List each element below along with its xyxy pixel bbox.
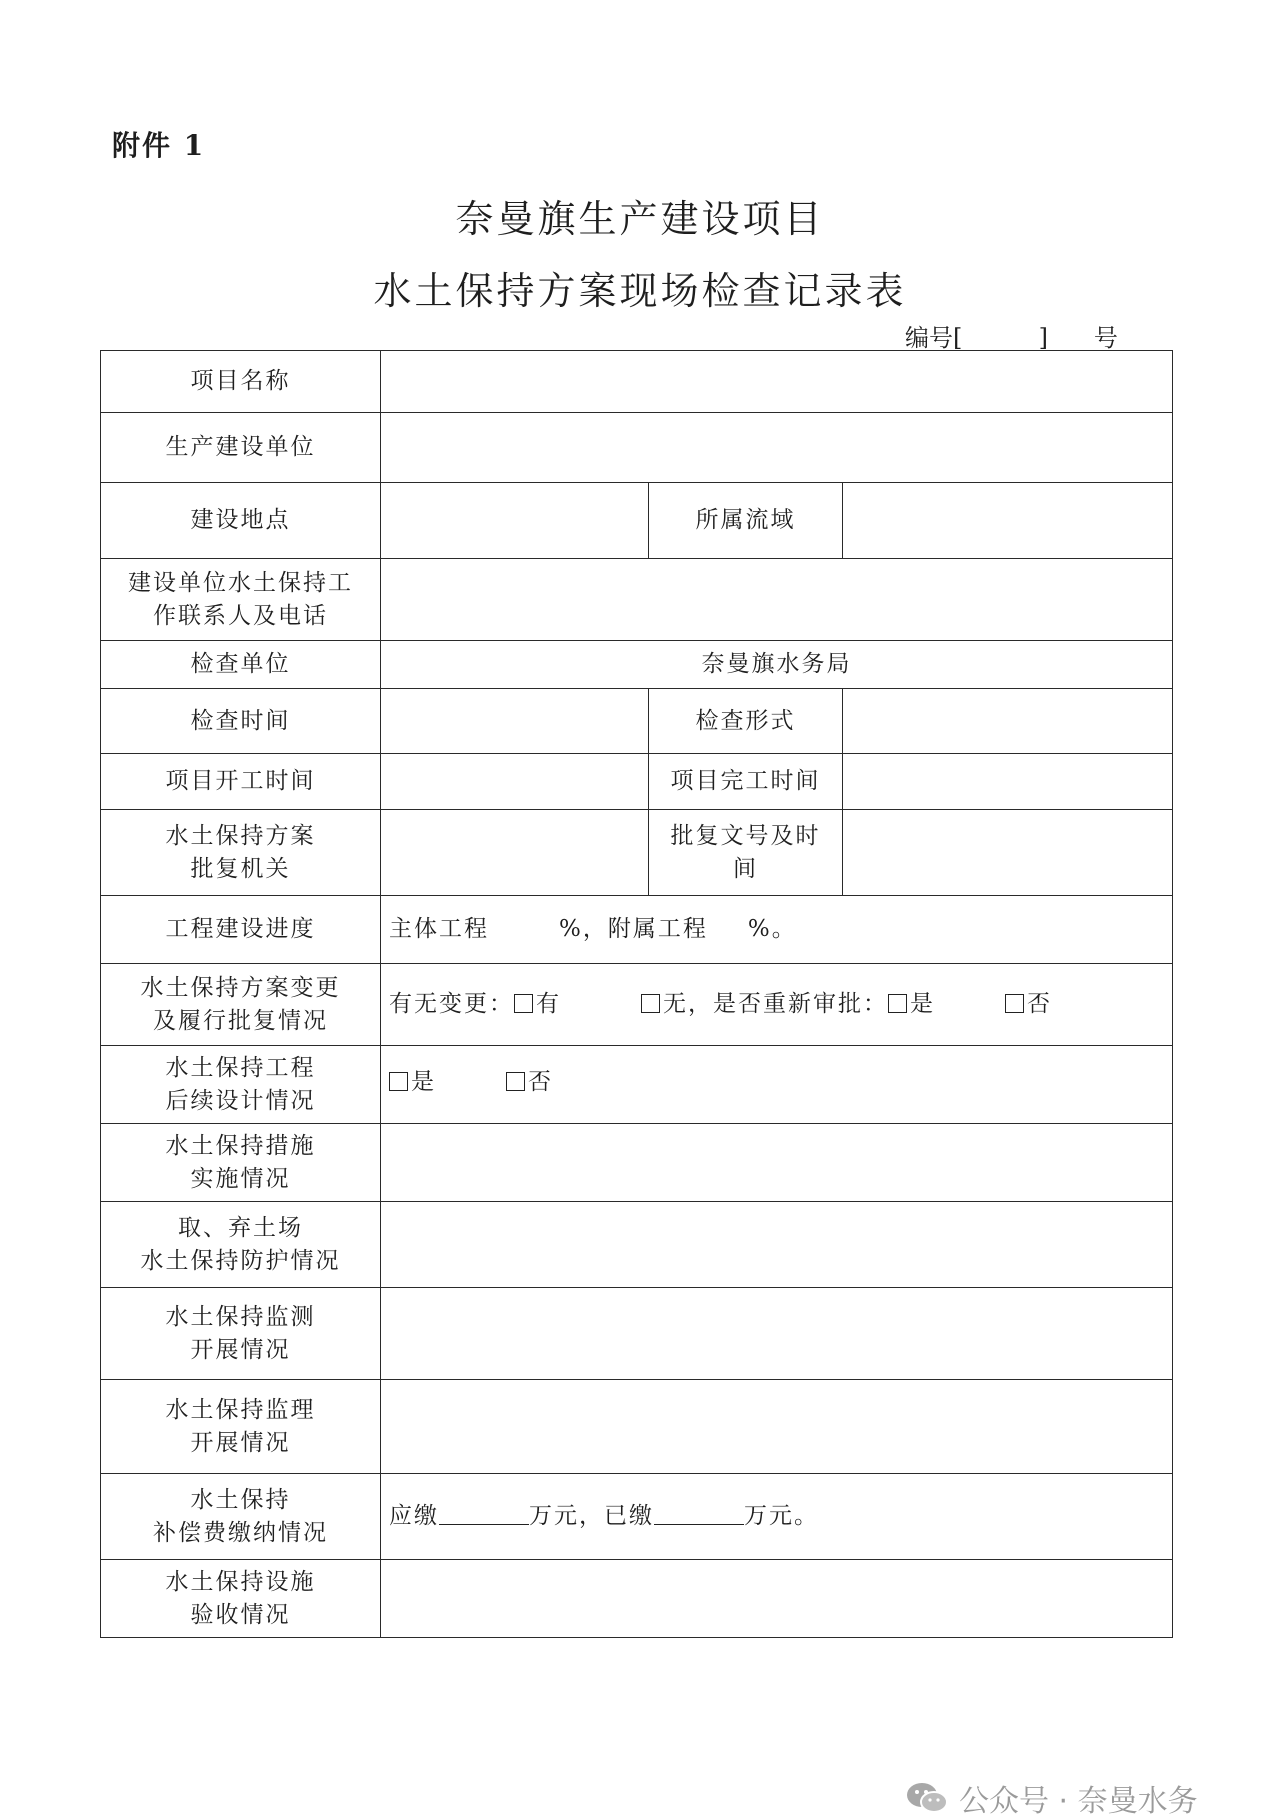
field-inspection-time[interactable]	[381, 689, 649, 754]
followup-shi-label: 是	[411, 1069, 436, 1095]
field-inspection-form[interactable]	[843, 689, 1173, 754]
label-finish-time: 项目完工时间	[649, 754, 843, 810]
label-contact-line2: 作联系人及电话	[153, 602, 328, 629]
checkbox-shi[interactable]	[888, 994, 907, 1013]
serial-number	[905, 318, 1118, 353]
field-watershed[interactable]	[843, 483, 1173, 559]
option-you-label: 有	[536, 991, 561, 1017]
label-inspection-time: 检查时间	[101, 689, 381, 754]
label-progress: 工程建设进度	[101, 896, 381, 964]
progress-sub-label: %，附属工程	[559, 916, 708, 942]
fee-paid-label: 万元，已缴	[529, 1503, 654, 1529]
label-project-name: 项目名称	[101, 351, 381, 413]
label-spoil-line2: 水土保持防护情况	[140, 1247, 341, 1274]
field-progress	[381, 896, 1173, 964]
checkbox-wu[interactable]	[641, 994, 660, 1013]
attachment-label: 附件 1	[112, 129, 206, 162]
label-supervise-line2: 开展情况	[190, 1429, 291, 1456]
label-watershed: 所属流域	[649, 483, 843, 559]
label-followup-line1: 水土保持工程	[165, 1054, 316, 1081]
progress-main-label: 主体工程	[389, 916, 489, 942]
label-approval-org	[101, 810, 381, 896]
checkbox-followup-fou[interactable]	[506, 1072, 525, 1091]
serial-prefix: 编号[	[905, 324, 963, 352]
table-row	[101, 351, 1173, 413]
table-row	[101, 896, 1173, 964]
label-monitor	[101, 1288, 381, 1380]
field-monitor[interactable]	[381, 1288, 1173, 1380]
table-row	[101, 641, 1173, 689]
option-fou-label: 否	[1027, 991, 1052, 1017]
field-fee	[381, 1474, 1173, 1560]
field-supervise[interactable]	[381, 1380, 1173, 1474]
inspection-form-table	[100, 350, 1173, 1638]
label-approval-org-line1: 水土保持方案	[165, 822, 316, 849]
table-row	[101, 483, 1173, 559]
label-approval-doc-line2: 间	[733, 855, 758, 882]
label-location: 建设地点	[101, 483, 381, 559]
field-change	[381, 964, 1173, 1046]
label-inspection-form: 检查形式	[649, 689, 843, 754]
checkbox-fou[interactable]	[1005, 994, 1024, 1013]
label-fee	[101, 1474, 381, 1560]
field-contact[interactable]	[381, 559, 1173, 641]
label-followup	[101, 1046, 381, 1124]
fee-end-label: 万元。	[744, 1503, 819, 1529]
label-spoil	[101, 1202, 381, 1288]
field-followup	[381, 1046, 1173, 1124]
field-inspection-unit: 奈曼旗水务局	[381, 641, 1173, 689]
checkbox-you[interactable]	[514, 994, 533, 1013]
option-shi-label: 是	[910, 991, 935, 1017]
label-start-time: 项目开工时间	[101, 754, 381, 810]
field-location[interactable]	[381, 483, 649, 559]
label-approval-org-line2: 批复机关	[190, 855, 291, 882]
label-spoil-line1: 取、弃土场	[178, 1214, 303, 1241]
label-supervise	[101, 1380, 381, 1474]
label-change	[101, 964, 381, 1046]
followup-fou-label: 否	[528, 1069, 553, 1095]
field-construction-unit[interactable]	[381, 413, 1173, 483]
field-start-time[interactable]	[381, 754, 649, 810]
label-accept-line1: 水土保持设施	[165, 1568, 316, 1595]
field-finish-time[interactable]	[843, 754, 1173, 810]
label-fee-line1: 水土保持	[190, 1486, 291, 1513]
label-change-line2: 及履行批复情况	[153, 1007, 328, 1034]
label-construction-unit: 生产建设单位	[101, 413, 381, 483]
fee-due-blank[interactable]	[439, 1502, 529, 1525]
table-row	[101, 559, 1173, 641]
label-contact-line1: 建设单位水土保持工	[128, 569, 353, 596]
field-approval-org[interactable]	[381, 810, 649, 896]
table-row	[101, 1288, 1173, 1380]
label-monitor-line2: 开展情况	[190, 1336, 291, 1363]
label-fee-line2: 补偿费缴纳情况	[153, 1519, 328, 1546]
checkbox-followup-shi[interactable]	[389, 1072, 408, 1091]
field-spoil[interactable]	[381, 1202, 1173, 1288]
label-accept	[101, 1560, 381, 1638]
table-row	[101, 413, 1173, 483]
field-project-name[interactable]	[381, 351, 1173, 413]
progress-end-label: %。	[747, 916, 797, 942]
label-monitor-line1: 水土保持监测	[165, 1303, 316, 1330]
change-question: 有无变更：	[389, 991, 514, 1017]
table-row	[101, 964, 1173, 1046]
label-measures-line1: 水土保持措施	[165, 1132, 316, 1159]
table-row	[101, 1380, 1173, 1474]
field-measures[interactable]	[381, 1124, 1173, 1202]
field-approval-doc[interactable]	[843, 810, 1173, 896]
watermark-text: 公众号 · 奈曼水务	[959, 1784, 1198, 1819]
fee-paid-blank[interactable]	[654, 1502, 744, 1525]
table-row	[101, 1046, 1173, 1124]
serial-bracket: ]	[1038, 324, 1049, 352]
label-followup-line2: 后续设计情况	[165, 1087, 316, 1114]
table-row	[101, 689, 1173, 754]
table-row	[101, 1124, 1173, 1202]
table-row	[101, 1202, 1173, 1288]
table-row	[101, 810, 1173, 896]
label-accept-line2: 验收情况	[190, 1601, 291, 1628]
label-approval-doc	[649, 810, 843, 896]
serial-suffix: 号	[1093, 324, 1118, 352]
label-change-line1: 水土保持方案变更	[140, 974, 341, 1001]
label-measures-line2: 实施情况	[190, 1165, 291, 1192]
table-row	[101, 1474, 1173, 1560]
fee-due-label: 应缴	[389, 1503, 439, 1529]
label-contact	[101, 559, 381, 641]
label-approval-doc-line1: 批复文号及时	[670, 822, 821, 849]
field-accept[interactable]	[381, 1560, 1173, 1638]
table-row	[101, 754, 1173, 810]
table-row	[101, 1560, 1173, 1638]
option-wu-label: 无，是否重新审批：	[663, 991, 888, 1017]
label-supervise-line1: 水土保持监理	[165, 1396, 316, 1423]
label-inspection-unit: 检查单位	[101, 641, 381, 689]
page-title-line2: 水土保持方案现场检查记录表	[373, 269, 907, 313]
watermark	[905, 1776, 1198, 1820]
label-measures	[101, 1124, 381, 1202]
page-title-line1: 奈曼旗生产建设项目	[455, 197, 825, 241]
